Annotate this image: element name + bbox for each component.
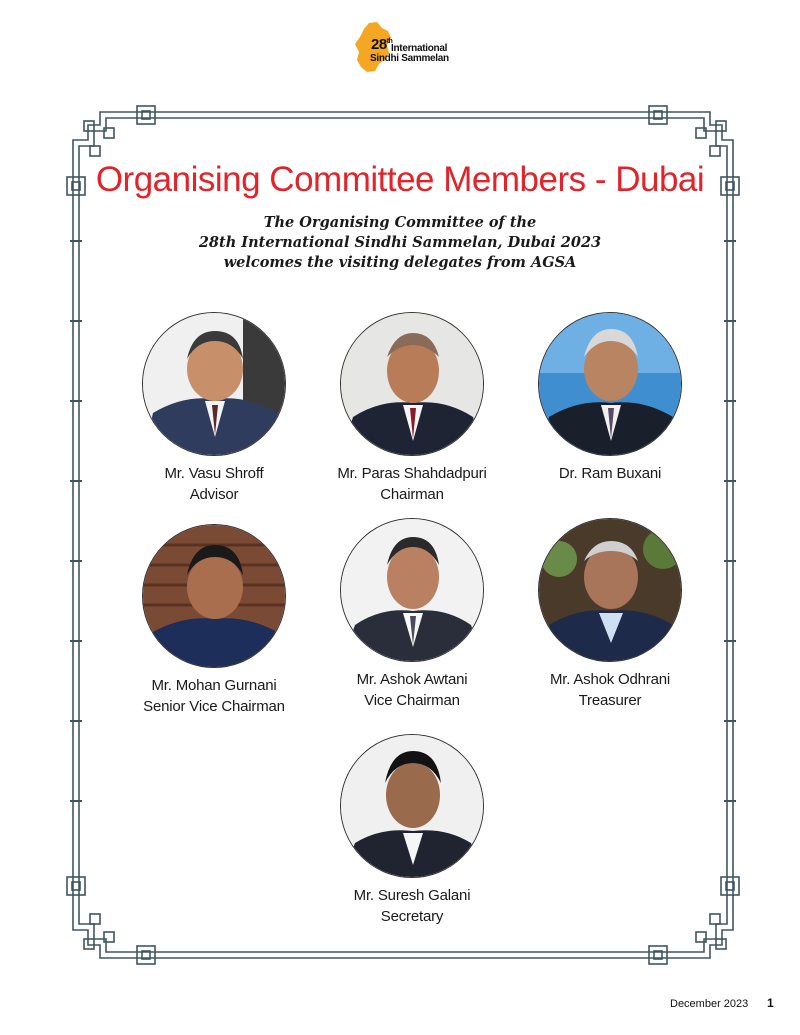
portrait-image — [341, 313, 484, 456]
member-name: Mr. Ashok Odhrani — [550, 671, 670, 688]
page-title: Organising Committee Members - Dubai — [95, 160, 705, 199]
sammelan-logo — [355, 22, 465, 74]
member-card — [104, 524, 324, 717]
member-card — [104, 312, 324, 505]
logo-line-1: International — [391, 43, 448, 54]
intro-line-1: The Organising Committee of the — [263, 214, 537, 231]
portrait-image — [143, 313, 286, 456]
logo-line-2: Sindhi Sammelan — [370, 53, 449, 64]
member-photo — [340, 518, 484, 662]
member-role: Senior Vice Chairman — [143, 698, 285, 715]
logo-number: 28th — [371, 36, 393, 53]
member-role: Treasurer — [578, 692, 642, 709]
intro-line-3: welcomes the visiting delegates from AGSA — [223, 254, 577, 271]
member-name: Mr. Mohan Gurnani — [151, 677, 277, 694]
member-photo — [340, 734, 484, 878]
member-name: Mr. Ashok Awtani — [356, 671, 468, 688]
member-name: Mr. Vasu Shroff — [164, 465, 264, 482]
member-card — [302, 734, 522, 927]
portrait-image — [341, 735, 484, 878]
member-name: Mr. Paras Shahdadpuri — [337, 465, 487, 482]
member-card — [302, 518, 522, 711]
member-name: Mr. Suresh Galani — [353, 887, 471, 904]
member-role: Chairman — [380, 486, 444, 503]
member-role: Advisor — [189, 486, 239, 503]
member-photo — [538, 312, 682, 456]
intro-text — [150, 213, 650, 273]
portrait-image — [143, 525, 286, 668]
page-number: 1 — [767, 996, 774, 1010]
member-role: Secretary — [380, 908, 444, 925]
member-photo — [538, 518, 682, 662]
member-photo — [142, 312, 286, 456]
member-photo — [340, 312, 484, 456]
member-name: Dr. Ram Buxani — [558, 465, 662, 482]
portrait-image — [539, 519, 682, 662]
portrait-image — [341, 519, 484, 662]
portrait-image — [539, 313, 682, 456]
member-card — [302, 312, 522, 505]
intro-line-2: 28th International Sindhi Sammelan, Dubai 2023 — [198, 234, 602, 251]
member-photo — [142, 524, 286, 668]
footer-date: December 2023 — [670, 998, 749, 1010]
member-card — [500, 312, 720, 484]
member-role: Vice Chairman — [364, 692, 460, 709]
member-card — [500, 518, 720, 711]
